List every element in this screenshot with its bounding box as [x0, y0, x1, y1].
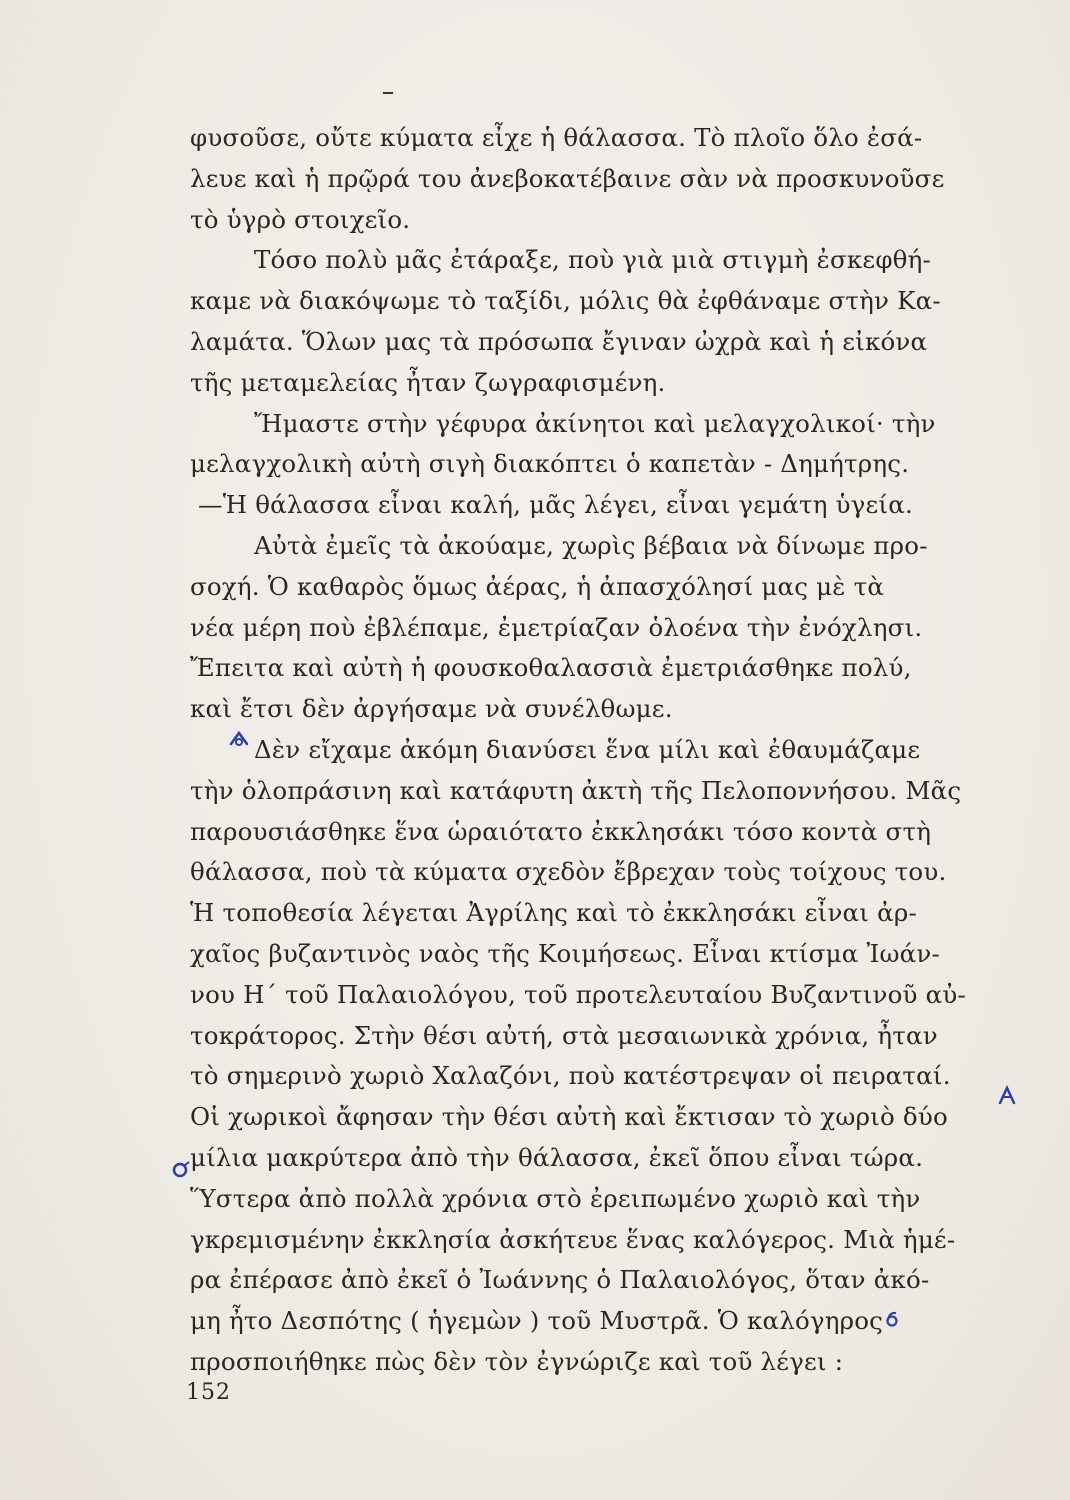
page-number: 152 [186, 1380, 231, 1405]
text-line: Ἡ τοποθεσία λέγεται Ἀγρίλης καὶ τὸ ἐκκλησάκι εἶναι ἀρ- [190, 898, 917, 928]
text-line: καὶ ἔτσι δὲν ἀργήσαμε νὰ συνέλθωμε. [190, 694, 673, 724]
text-line: τὴν ὁλοπράσινη καὶ κατάφυτη ἀκτὴ τῆς Πελοποννήσου. Μᾶς [190, 775, 962, 805]
text-line: σοχή. Ὁ καθαρὸς ὅμως ἀέρας, ἡ ἀπασχόλησί μας μὲ τὰ [190, 571, 885, 601]
text-line: θάλασσα, ποὺ τὰ κύματα σχεδὸν ἔβρεχαν τοὺς τοίχους του. [190, 857, 947, 887]
text-line: Οἱ χωρικοὶ ἄφησαν τὴν θέσι αὐτὴ καὶ ἔκτισαν τὸ χωριὸ δύο [190, 1102, 948, 1132]
text-line: προσποιήθηκε πὼς δὲν τὸν ἐγνώριζε καὶ τοῦ λέγει : [190, 1346, 844, 1376]
text-line: τοκράτορος. Στὴν θέσι αὐτή, στὰ μεσαιωνικὰ χρόνια, ἦταν [190, 1020, 938, 1050]
text-line: ρα ἐπέρασε ἀπὸ ἐκεῖ ὁ Ἰωάννης ὁ Παλαιολόγος, ὅταν ἀκό- [190, 1265, 930, 1295]
text-line: Αὐτὰ ἐμεῖς τὰ ἀκούαμε, χωρὶς βέβαια νὰ δίνωμε προ- [254, 530, 928, 560]
text-line: τῆς μεταμελείας ἦταν ζωγραφισμένη. [190, 367, 666, 397]
text-line: μελαγχολικὴ αὐτὴ σιγὴ διακόπτει ὁ καπετὰν - Δημήτρης. [190, 449, 910, 479]
text-line: τὸ ὑγρὸ στοιχεῖο. [190, 204, 411, 234]
text-line: καμε νὰ διακόψωμε τὸ ταξίδι, μόλις θὰ ἐφθάναμε στὴν Κα- [190, 286, 941, 316]
editor-mark-icon [170, 1160, 192, 1180]
text-line: Ἤμαστε στὴν γέφυρα ἀκίνητοι καὶ μελαγχολικοί· τὴν [254, 408, 936, 438]
text-line: νου Η΄ τοῦ Παλαιολόγου, τοῦ προτελευταίου Βυζαντινοῦ αὐ- [190, 979, 966, 1009]
text-line: λευε καὶ ἡ πρῷρά του ἀνεβοκατέβαινε σὰν νὰ προσκυνοῦσε [190, 163, 945, 193]
text-line: τὸ σημερινὸ χωριὸ Χαλαζόνι, ποὺ κατέστρεψαν οἱ πειραταί. [190, 1061, 951, 1091]
text-line: Ἔπειτα καὶ αὐτὴ ἡ φουσκοθαλασσιὰ ἐμετριάσθηκε πολύ, [190, 653, 912, 683]
text-line: παρουσιάσθηκε ἕνα ὡραιότατο ἐκκλησάκι τόσο κοντὰ στὴ [190, 816, 932, 846]
editor-mark-icon [996, 1085, 1018, 1107]
text-line: λαμάτα. Ὅλων μας τὰ πρόσωπα ἔγιναν ὠχρὰ καὶ ἡ εἰκόνα [190, 326, 928, 356]
text-line: Τόσο πολὺ μᾶς ἐτάραξε, ποὺ γιὰ μιὰ στιγμὴ ἐσκεφθή- [254, 245, 931, 275]
text-line: χαῖος βυζαντινὸς ναὸς τῆς Κοιμήσεως. Εἶναι κτίσμα Ἰωάν- [190, 938, 940, 968]
text-line: μη ἦτο Δεσπότης ( ἡγεμὼν ) τοῦ Μυστρᾶ. Ὁ καλόγηρος [190, 1306, 884, 1336]
text-line: Ὕστερα ἀπὸ πολλὰ χρόνια στὸ ἐρειπωμένο χωριὸ καὶ τὴν [190, 1183, 921, 1213]
text-line: γκρεμισμένην ἐκκλησία ἀσκήτευε ἕνας καλόγερος. Μιὰ ἡμέ- [190, 1224, 956, 1254]
body-text [190, 118, 1010, 1383]
top-dash-mark [383, 92, 393, 94]
text-line: φυσοῦσε, οὔτε κύματα εἶχε ἡ θάλασσα. Τὸ πλοῖο ὅλο ἐσά- [190, 123, 923, 152]
editor-mark-icon [228, 730, 250, 748]
text-line: νέα μέρη ποὺ ἐβλέπαμε, ἐμετρίαζαν ὁλοένα τὴν ἐνόχλησι. [190, 612, 923, 642]
editor-mark-icon [884, 1310, 900, 1328]
text-line: μίλια μακρύτερα ἀπὸ τὴν θάλασσα, ἐκεῖ ὅπου εἶναι τώρα. [190, 1142, 924, 1172]
text-line: Δὲν εἴχαμε ἀκόμη διανύσει ἕνα μίλι καὶ ἐθαυμάζαμε [254, 734, 921, 764]
text-line: —Ἡ θάλασσα εἶναι καλή, μᾶς λέγει, εἶναι γεμάτη ὑγεία. [198, 490, 913, 520]
